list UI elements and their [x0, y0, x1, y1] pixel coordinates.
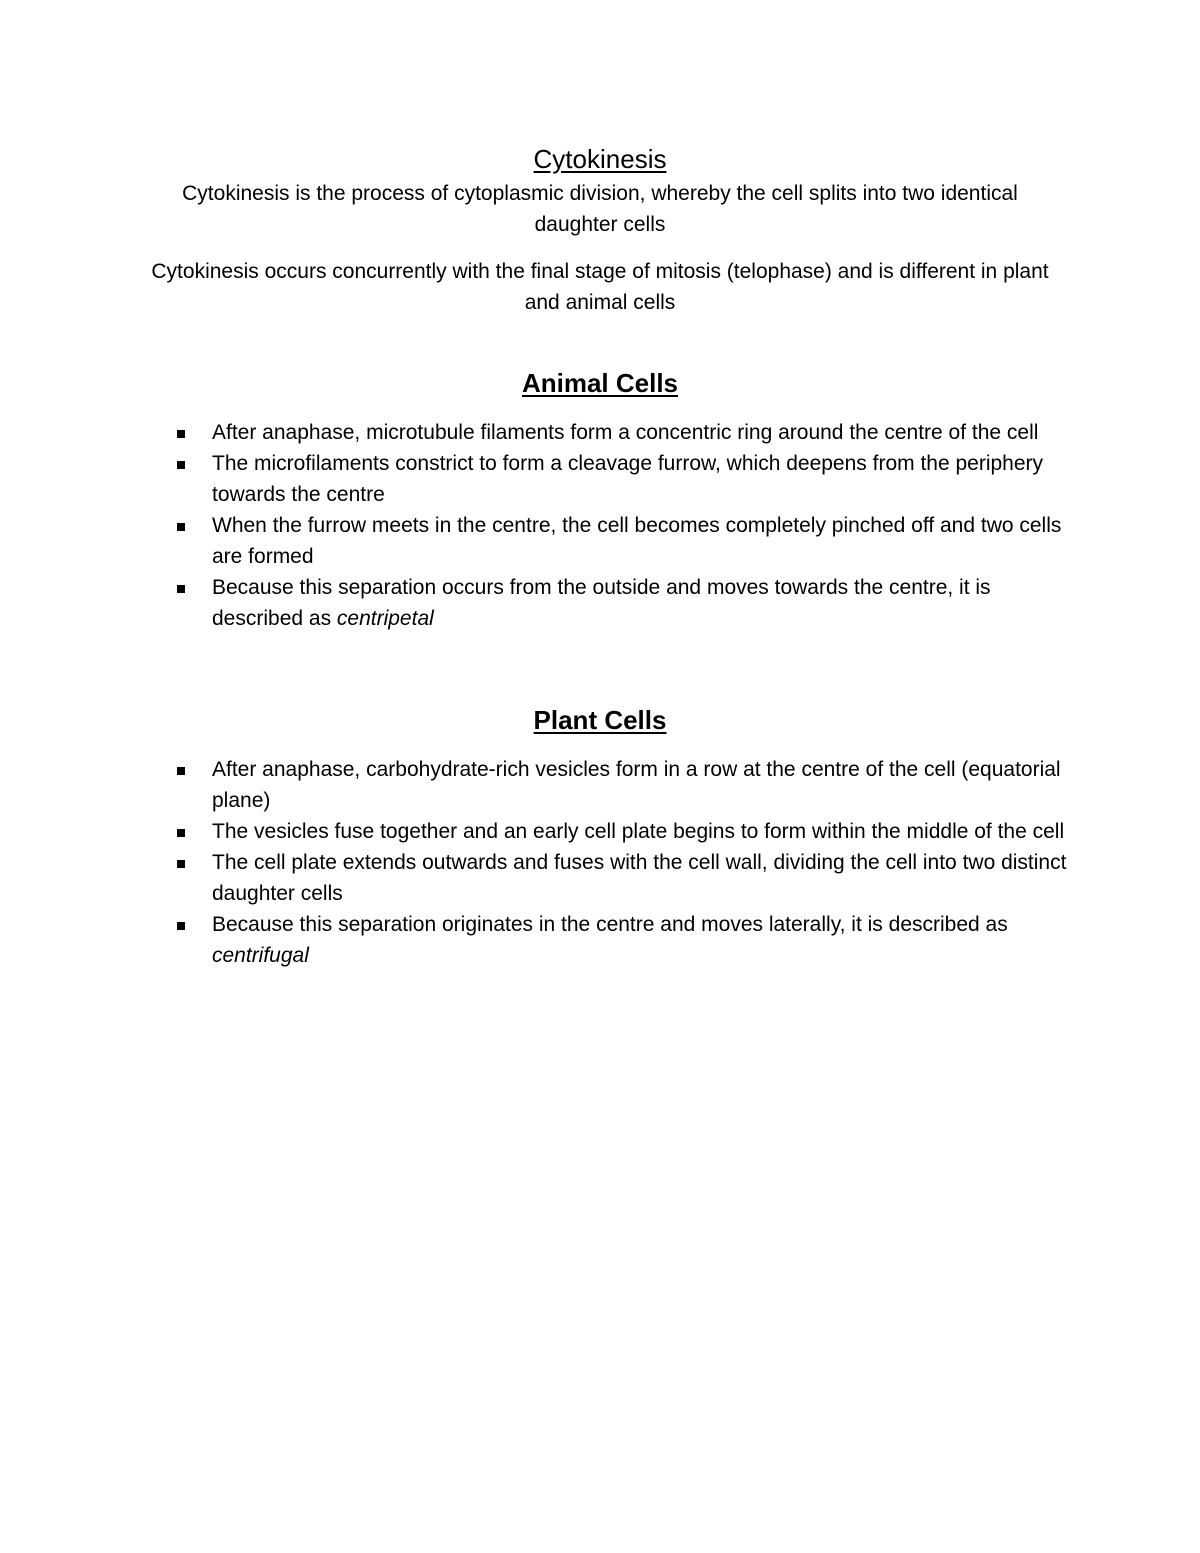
square-bullet-icon [177, 523, 185, 531]
list-item-text: The cell plate extends outwards and fuses with the cell wall, dividing the cell into two distinct daughter cells [212, 851, 1067, 905]
animal-cells-heading: Animal Cells [521, 368, 679, 398]
page-title: Cytokinesis [533, 144, 667, 174]
list-item [0, 448, 1072, 510]
square-bullet-icon [177, 585, 185, 593]
list-item [0, 754, 1072, 816]
list-item [0, 816, 1072, 847]
list-item-text: After anaphase, carbohydrate-rich vesicles form in a row at the centre of the cell (equatorial plane) [212, 758, 1061, 812]
list-item [0, 510, 1072, 572]
emphasis-term: centrifugal [212, 944, 309, 967]
list-item [0, 417, 1072, 448]
list-item [0, 847, 1072, 909]
list-item-text: After anaphase, microtubule filaments form a concentric ring around the centre of the cell [212, 421, 1039, 444]
intro-paragraph-1: Cytokinesis is the process of cytoplasmic division, whereby the cell splits into two identical daughter cells [182, 182, 1018, 236]
plant-cells-list [0, 754, 1200, 971]
animal-cells-list [0, 417, 1200, 634]
intro-paragraph-2: Cytokinesis occurs concurrently with the final stage of mitosis (telophase) and is different in plant and animal cells [151, 260, 1049, 314]
list-item [0, 909, 1072, 971]
emphasis-term: centripetal [336, 607, 434, 630]
list-item-text: The microfilaments constrict to form a cleavage furrow, which deepens from the periphery towards the centre [212, 452, 1044, 506]
square-bullet-icon [177, 829, 185, 837]
plant-cells-heading: Plant Cells [533, 705, 667, 735]
list-item-text: Because this separation occurs from the outside and moves towards the centre, it is described as [212, 576, 991, 630]
list-item-text: When the furrow meets in the centre, the cell becomes completely pinched off and two cells are formed [212, 514, 1062, 568]
square-bullet-icon [177, 860, 185, 868]
square-bullet-icon [177, 767, 185, 775]
square-bullet-icon [177, 922, 185, 930]
list-item [0, 572, 1072, 634]
list-item-text: The vesicles fuse together and an early cell plate begins to form within the middle of the cell [212, 820, 1065, 843]
square-bullet-icon [177, 461, 185, 469]
list-item-text: Because this separation originates in the centre and moves laterally, it is described as [212, 913, 1008, 936]
square-bullet-icon [177, 430, 185, 438]
